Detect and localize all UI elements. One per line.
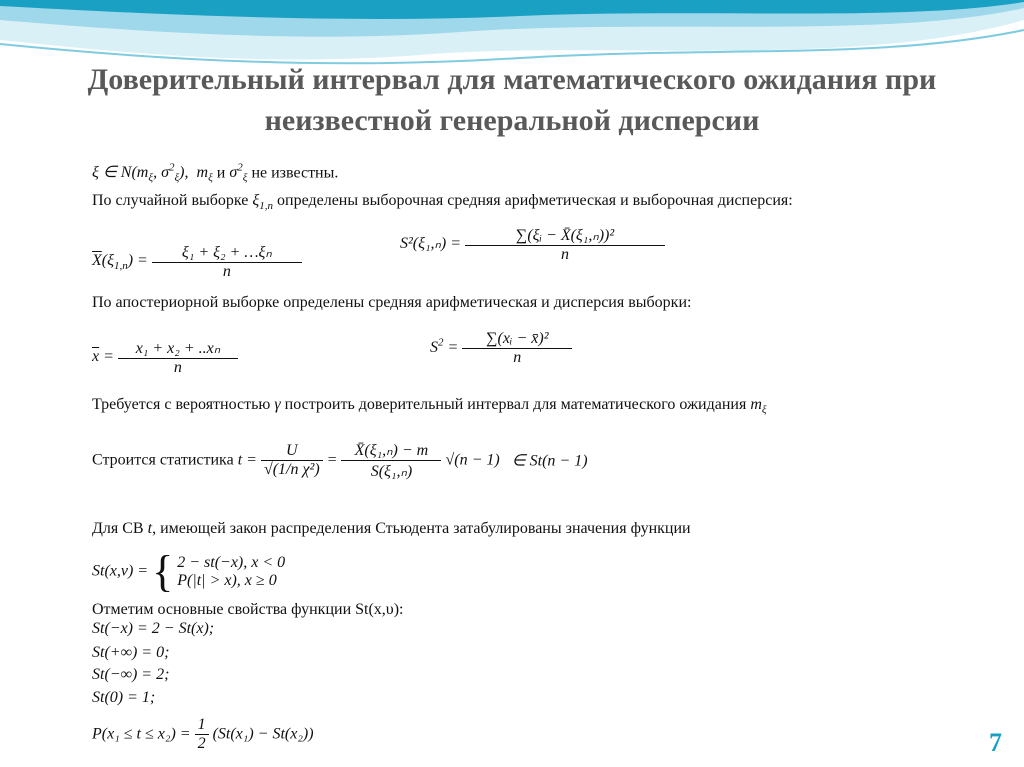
requirement-line: Требуется с вероятностью γ построить доверительный интервал для математического ожидания $m_\xi$ xyxy=(92,396,767,417)
slide-title-line-1: Доверительный интервал для математического ожидания при xyxy=(87,63,937,96)
posterior-text: По апостериорной выборке определены средняя арифметическая и дисперсия выборки: xyxy=(92,294,692,311)
property-2: St(+∞) = 0; xyxy=(92,644,170,661)
properties-title: Отметим основные свойства функции St(x,υ): xyxy=(92,601,404,618)
sample-mean-formula: $\overline{X}(\xi_{1,n})$ = $\frac{\text{ξ₁ + ξ₂ + …ξₙ}}{n}$ xyxy=(92,242,302,281)
sample-intro-text: По случайной выборке xyxy=(92,192,249,209)
page-number: 7 xyxy=(989,728,1002,757)
sample-line: По случайной выборке $\xi_{1,n}$ определены выборочная средняя арифметическая и выборочная дисперсия: xyxy=(92,192,793,213)
property-3: St(−∞) = 2; xyxy=(92,666,170,683)
unknown-text: не известны. xyxy=(251,164,339,182)
distribution-formula: ξ ∈ $N(m_\xi$, $\sigma^2_\xi$), xyxy=(92,162,189,185)
property-1: St(−x) = 2 − St(x); xyxy=(92,620,215,637)
and-word: и xyxy=(216,164,226,182)
sample-rest-text: определены выборочная средняя арифметическая и выборочная дисперсия: xyxy=(277,192,793,209)
sample-variance-formula: S²(ξ₁,ₙ) = $\frac{\text{∑(ξᵢ − X̄(ξ₁,ₙ))²}}{n}$ xyxy=(400,225,665,264)
student-line: Для СВ t, имеющей закон распределения Стьюдента затабулированы значения функции xyxy=(92,520,691,537)
property-5: P(x₁ ≤ t ≤ x₂) = $\frac{1}{2}$ (St(x₁) − St(x₂)) xyxy=(92,716,314,752)
statistic-line: Строится статистика t = $\frac{U}{\text{√(1/n χ²)}}$ = $\frac{\text{X̄(ξ₁,ₙ) − m}}{\text{S(ξ₁,ₙ)}}$ √(n − 1) ∈ St(n − 1) xyxy=(92,442,588,480)
posterior-variance-formula: $S^2$ = $\frac{\text{∑(xᵢ − x̄)²}}{n}$ xyxy=(430,330,572,367)
slide-title-line-2: неизвестной генеральной дисперсии xyxy=(264,104,760,137)
posterior-mean-formula: $\overline{x}$ = $\frac{\text{x₁ + x₂ + ..xₙ}}{n}$ xyxy=(92,338,238,377)
piecewise-formula: St(x,ν) = { 2 − st(−x), x < 0 P(|t| > x), x ≥ 0 xyxy=(92,547,286,596)
distribution-line: ξ ∈ $N(m_\xi$, $\sigma^2_\xi$), $m_\xi$ и $\sigma^2_\xi$ не известны. xyxy=(92,162,339,185)
property-4: St(0) = 1; xyxy=(92,689,156,706)
